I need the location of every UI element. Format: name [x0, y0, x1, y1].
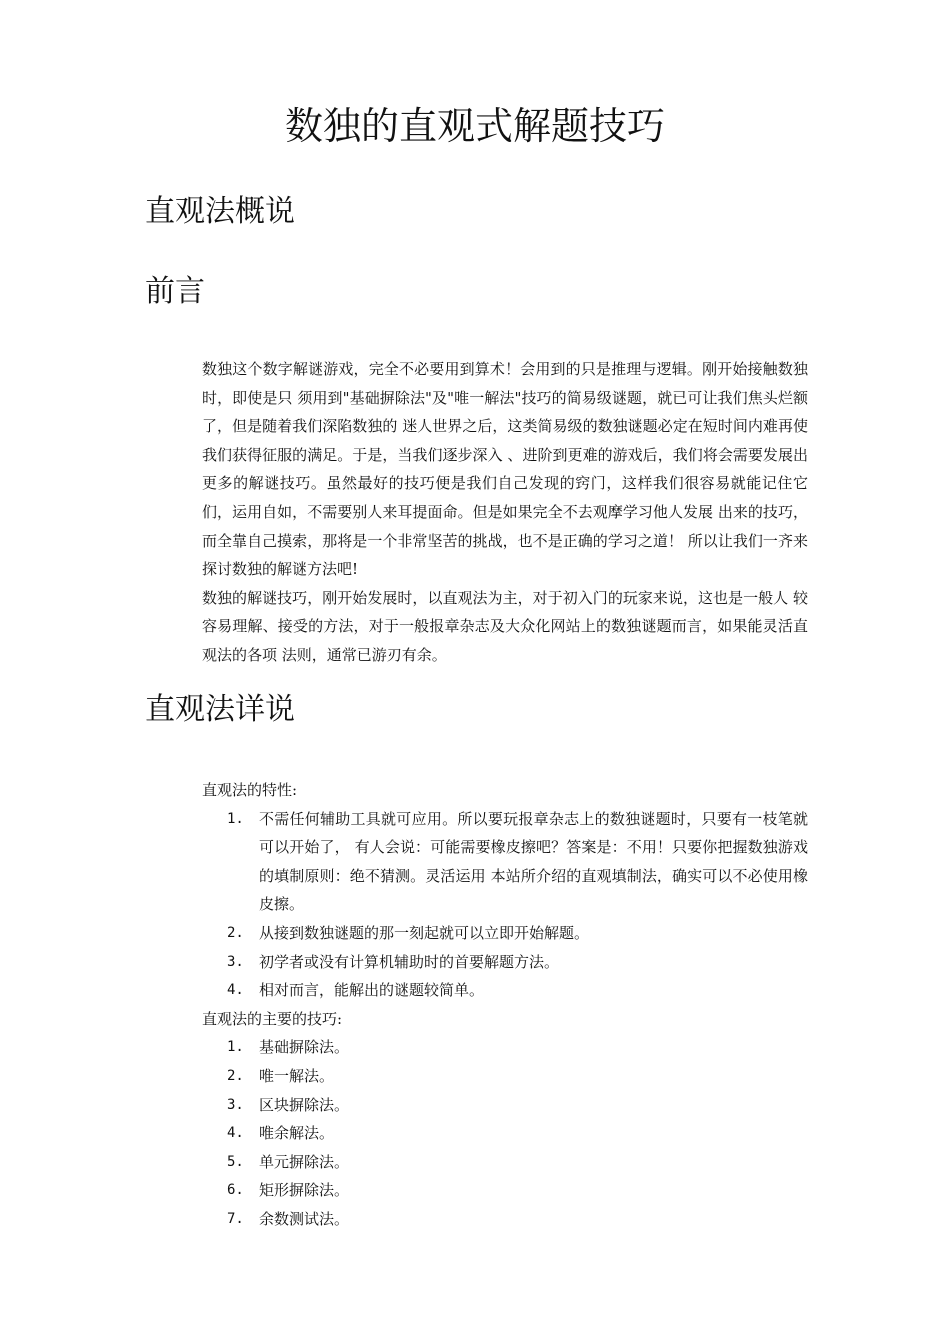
list-item-number: 4. — [227, 982, 244, 999]
list-item-text: 矩形摒除法。 — [259, 1181, 350, 1200]
list-item-number: 1. — [227, 810, 244, 827]
preface-paragraph: 数独这个数字解谜游戏，完全不必要用到算术！会用到的只是推理与逻辑。刚开始接触数独时，即使是只 须用到"基础摒除法"及"唯一解法"技巧的简易级谜题，就已可让我们焦头烂额了，但是随着我们深陷数独的 迷人世界之后，这类简易级的数独谜题必定在短时间内难再使我们获得征服的满足。于是，当我们逐步深入 、进阶到更难的游戏后，我们将会需要发展出更多的解谜技巧。虽然最好的技巧便是我们自己发现的窍门，这样我们很容易就能记住它们，运用自如，不需要别人来耳提面命。但是如果完全不去观摩学习他人发展 出来的技巧，而全靠自己摸索，那将是一个非常坚苦的挑战，也不是正确的学习之道！ 所以让我们一齐来探讨数独的解谜方法吧! — [202, 360, 808, 579]
list-item-number: 4. — [227, 1125, 244, 1142]
list-item — [202, 1119, 808, 1148]
list-item-text: 相对而言，能解出的谜题较简单。 — [259, 981, 485, 1000]
list-item — [202, 948, 808, 977]
list-item-number: 2. — [227, 1067, 244, 1084]
list-item — [202, 1176, 808, 1205]
document-title: 数独的直观式解题技巧 — [284, 104, 665, 148]
list-item — [202, 1148, 808, 1177]
list-item-number: 3. — [227, 953, 244, 970]
techniques-label: 直观法的主要的技巧: — [202, 1009, 343, 1028]
features-list — [202, 805, 808, 1005]
preface-body — [202, 355, 808, 670]
preface-paragraph: 数独的解谜技巧，刚开始发展时，以直观法为主，对于初入门的玩家来说，这也是一般人 较容易理解、接受的方法，对于一般报章杂志及大众化网站上的数独谜题而言，如果能灵活直观法的各项 法则，通常已游刃有余。 — [202, 588, 808, 664]
list-item-text: 唯余解法。 — [259, 1124, 335, 1143]
list-item-text: 不需任何辅助工具就可应用。所以要玩报章杂志上的数独谜题时，只要有一枝笔就可以开始了， 有人会说：可能需要橡皮擦吧？答案是：不用！只要你把握数独游戏的填制原则：绝不猜测。灵活运用 本站所介绍的直观填制法，确实可以不必使用橡皮擦。 — [259, 809, 808, 914]
list-item-number: 5. — [227, 1153, 244, 1170]
list-item — [202, 976, 808, 1005]
list-item-text: 初学者或没有计算机辅助时的首要解题方法。 — [259, 952, 560, 971]
list-item-number: 1. — [227, 1039, 244, 1056]
list-item — [202, 1062, 808, 1091]
list-item — [202, 1033, 808, 1062]
list-item-text: 区块摒除法。 — [259, 1095, 350, 1114]
list-item-text: 基础摒除法。 — [259, 1038, 350, 1057]
section-heading-detail: 直观法详说 — [145, 692, 295, 727]
list-item-text: 余数测试法。 — [259, 1209, 350, 1228]
section-heading-overview: 直观法概说 — [145, 194, 295, 229]
techniques-list — [202, 1033, 808, 1233]
list-item-text: 从接到数独谜题的那一刻起就可以立即开始解题。 — [259, 923, 590, 942]
list-item-number: 7. — [227, 1210, 244, 1227]
list-item — [202, 805, 808, 919]
list-item-text: 唯一解法。 — [259, 1066, 335, 1085]
list-item — [202, 919, 808, 948]
list-item — [202, 1091, 808, 1120]
list-item-number: 3. — [227, 1096, 244, 1113]
list-item — [202, 1205, 808, 1234]
list-item-number: 6. — [227, 1182, 244, 1199]
detail-body — [202, 776, 808, 1234]
section-heading-preface: 前言 — [145, 274, 205, 309]
list-item-number: 2. — [227, 924, 244, 941]
list-item-text: 单元摒除法。 — [259, 1152, 350, 1171]
features-label: 直观法的特性: — [202, 781, 298, 799]
